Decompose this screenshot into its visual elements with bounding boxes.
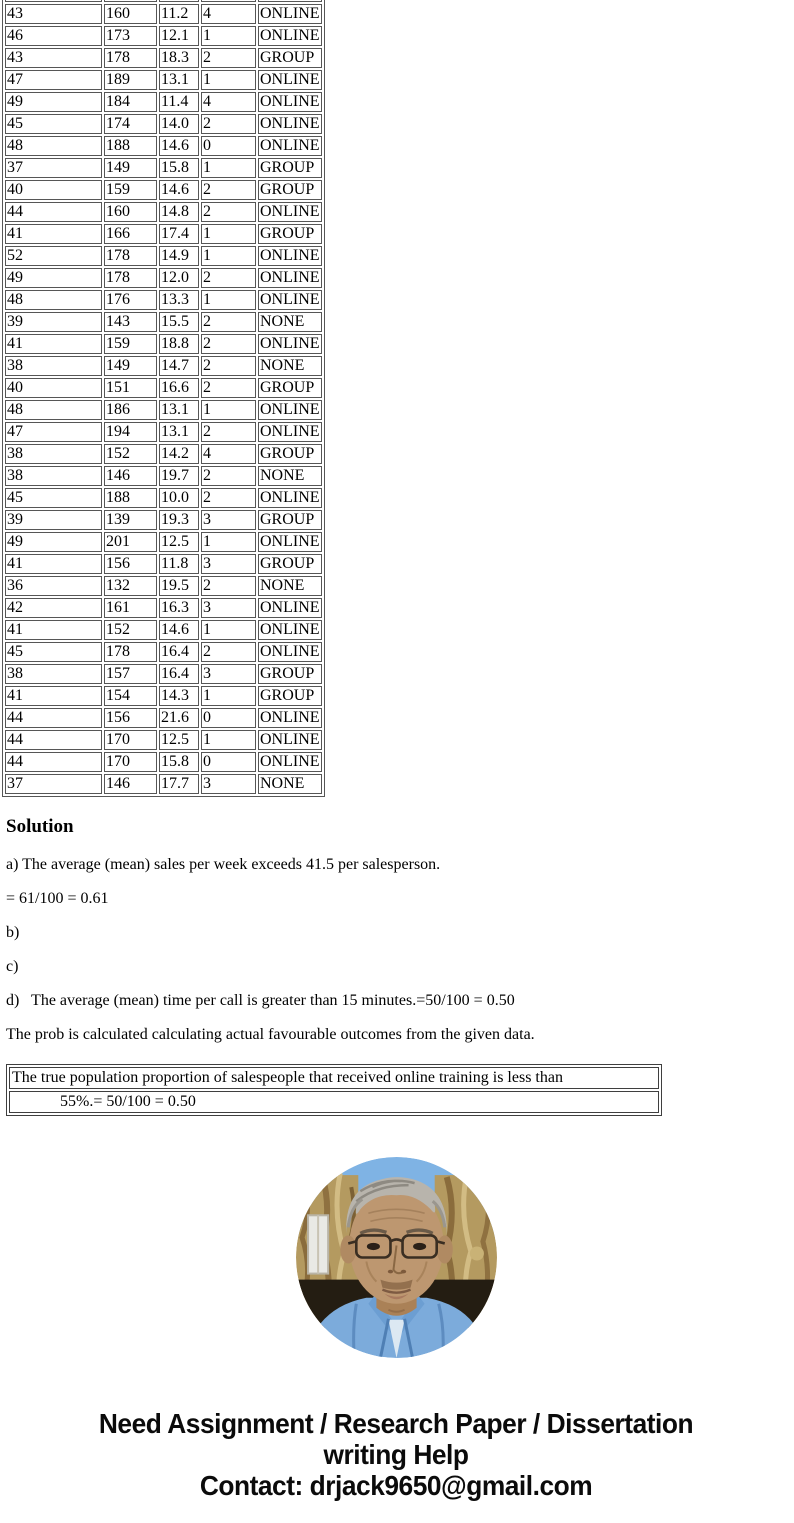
table-cell: 146 bbox=[104, 466, 157, 486]
table-cell: ONLINE bbox=[258, 4, 322, 24]
table-cell: ONLINE bbox=[258, 532, 322, 552]
table-cell: 1 bbox=[201, 730, 256, 750]
table-cell: 2 bbox=[201, 334, 256, 354]
table-cell: 178 bbox=[104, 48, 157, 68]
table-cell: ONLINE bbox=[258, 136, 322, 156]
table-cell: GROUP bbox=[258, 510, 322, 530]
table-row-clipped bbox=[5, 0, 322, 2]
table-cell: 1 bbox=[201, 246, 256, 266]
table-cell: 3 bbox=[201, 510, 256, 530]
table-cell: 13.1 bbox=[159, 70, 199, 90]
table-cell: 41 bbox=[5, 334, 102, 354]
table-cell: 18.3 bbox=[159, 48, 199, 68]
portrait-photo bbox=[296, 1157, 497, 1358]
table-cell: 47 bbox=[5, 70, 102, 90]
table-cell: 1 bbox=[201, 532, 256, 552]
table-cell: 44 bbox=[5, 752, 102, 772]
table-row bbox=[5, 686, 322, 706]
table-cell: 159 bbox=[104, 180, 157, 200]
note-box bbox=[6, 1064, 662, 1116]
table-cell: 14.9 bbox=[159, 246, 199, 266]
table-row bbox=[5, 70, 322, 90]
sales-data-table bbox=[2, 0, 332, 797]
table-cell: NONE bbox=[258, 576, 322, 596]
table-row bbox=[5, 576, 322, 596]
table-row bbox=[5, 532, 322, 552]
footer-line-2: writing Help bbox=[323, 1439, 469, 1470]
solution-paragraph-a-result: = 61/100 = 0.61 bbox=[6, 890, 109, 907]
table-cell: 1 bbox=[201, 158, 256, 178]
table-row bbox=[5, 554, 322, 574]
table-cell: 49 bbox=[5, 92, 102, 112]
table-cell: 3 bbox=[201, 664, 256, 684]
solution-paragraph-b: b) bbox=[6, 924, 20, 941]
table-cell: 48 bbox=[5, 136, 102, 156]
table-row bbox=[5, 224, 322, 244]
table-cell: 16.3 bbox=[159, 598, 199, 618]
table-row bbox=[5, 664, 322, 684]
table-cell: 14.3 bbox=[159, 686, 199, 706]
table-cell: ONLINE bbox=[258, 642, 322, 662]
table-cell: 4 bbox=[201, 444, 256, 464]
table-row bbox=[5, 356, 322, 376]
note-box-line1: The true population proportion of salespeople that received online training is less than bbox=[9, 1067, 659, 1089]
table-cell: 44 bbox=[5, 730, 102, 750]
table-cell: 48 bbox=[5, 290, 102, 310]
table-cell: 156 bbox=[104, 708, 157, 728]
table-cell: 41 bbox=[5, 554, 102, 574]
table-cell: 17.4 bbox=[159, 224, 199, 244]
table-cell: 13.1 bbox=[159, 422, 199, 442]
table-row bbox=[5, 730, 322, 750]
table-cell: 18.8 bbox=[159, 334, 199, 354]
table-cell: 47 bbox=[5, 422, 102, 442]
table-cell: 201 bbox=[104, 532, 157, 552]
table-cell: ONLINE bbox=[258, 70, 322, 90]
solution-paragraph-c: c) bbox=[6, 958, 19, 975]
table-cell: 2 bbox=[201, 268, 256, 288]
table-cell: 186 bbox=[104, 400, 157, 420]
table-cell: 39 bbox=[5, 510, 102, 530]
table-cell: 14.6 bbox=[159, 620, 199, 640]
table-cell: 41 bbox=[5, 686, 102, 706]
table-cell: 1 bbox=[201, 290, 256, 310]
table-cell: 48 bbox=[5, 400, 102, 420]
table-cell: GROUP bbox=[258, 158, 322, 178]
table-row bbox=[5, 92, 322, 112]
table-cell: 1 bbox=[201, 224, 256, 244]
table-cell: 38 bbox=[5, 466, 102, 486]
table-cell: 40 bbox=[5, 378, 102, 398]
table-cell bbox=[5, 0, 102, 2]
table-cell: 188 bbox=[104, 488, 157, 508]
table-cell: 19.7 bbox=[159, 466, 199, 486]
table-row bbox=[5, 598, 322, 618]
table-cell: NONE bbox=[258, 774, 322, 794]
table-cell: 2 bbox=[201, 202, 256, 222]
table-cell: 2 bbox=[201, 466, 256, 486]
table-row bbox=[5, 136, 322, 156]
table-cell: 3 bbox=[201, 598, 256, 618]
table-cell: 37 bbox=[5, 158, 102, 178]
table-cell: 152 bbox=[104, 444, 157, 464]
solution-paragraph-prob: The prob is calculated calculating actual favourable outcomes from the given data. bbox=[6, 1026, 535, 1043]
table-row bbox=[5, 246, 322, 266]
table-cell: 176 bbox=[104, 290, 157, 310]
table-cell: 159 bbox=[104, 334, 157, 354]
table-cell: 12.1 bbox=[159, 26, 199, 46]
table-cell: 170 bbox=[104, 752, 157, 772]
table-cell: 40 bbox=[5, 180, 102, 200]
table-cell: 173 bbox=[104, 26, 157, 46]
note-box-row bbox=[9, 1091, 659, 1113]
table-cell bbox=[104, 0, 157, 2]
table-cell: 46 bbox=[5, 26, 102, 46]
table-cell: GROUP bbox=[258, 554, 322, 574]
table-cell: 43 bbox=[5, 4, 102, 24]
table-row bbox=[5, 620, 322, 640]
table-cell: 16.6 bbox=[159, 378, 199, 398]
table-cell: 38 bbox=[5, 664, 102, 684]
table-cell: 174 bbox=[104, 114, 157, 134]
table-cell: 36 bbox=[5, 576, 102, 596]
table-cell: 41 bbox=[5, 224, 102, 244]
table-cell: 178 bbox=[104, 246, 157, 266]
table-cell: 21.6 bbox=[159, 708, 199, 728]
table-cell: 2 bbox=[201, 642, 256, 662]
table-cell: 15.8 bbox=[159, 158, 199, 178]
table-row bbox=[5, 708, 322, 728]
table-cell: 43 bbox=[5, 48, 102, 68]
table-cell: 2 bbox=[201, 312, 256, 332]
table-cell: 2 bbox=[201, 114, 256, 134]
table-cell: 184 bbox=[104, 92, 157, 112]
table-cell: 45 bbox=[5, 488, 102, 508]
table-cell: GROUP bbox=[258, 378, 322, 398]
table-cell: ONLINE bbox=[258, 334, 322, 354]
table-row bbox=[5, 774, 322, 794]
footer-ad bbox=[4, 1408, 788, 1501]
table-cell: 44 bbox=[5, 202, 102, 222]
table-cell: 38 bbox=[5, 356, 102, 376]
table-cell: 154 bbox=[104, 686, 157, 706]
table-row bbox=[5, 202, 322, 222]
table-cell: 143 bbox=[104, 312, 157, 332]
table-cell: 15.5 bbox=[159, 312, 199, 332]
table-row bbox=[5, 334, 322, 354]
table-row bbox=[5, 510, 322, 530]
table-cell: 11.4 bbox=[159, 92, 199, 112]
table-cell: NONE bbox=[258, 356, 322, 376]
table-cell: ONLINE bbox=[258, 290, 322, 310]
table-cell: GROUP bbox=[258, 224, 322, 244]
table-row bbox=[5, 488, 322, 508]
table-cell: 52 bbox=[5, 246, 102, 266]
table-cell: 11.8 bbox=[159, 554, 199, 574]
table-row bbox=[5, 26, 322, 46]
table-cell: 19.3 bbox=[159, 510, 199, 530]
table-cell: 2 bbox=[201, 576, 256, 596]
table-cell: 149 bbox=[104, 158, 157, 178]
table-row bbox=[5, 114, 322, 134]
table-cell: 16.4 bbox=[159, 664, 199, 684]
table-cell: 161 bbox=[104, 598, 157, 618]
table-cell: 12.0 bbox=[159, 268, 199, 288]
sales-table bbox=[2, 0, 325, 797]
table-cell: ONLINE bbox=[258, 268, 322, 288]
table-cell: 17.7 bbox=[159, 774, 199, 794]
table-cell: 194 bbox=[104, 422, 157, 442]
table-cell bbox=[201, 0, 256, 2]
table-cell: 14.0 bbox=[159, 114, 199, 134]
table-cell: 16.4 bbox=[159, 642, 199, 662]
table-cell: 38 bbox=[5, 444, 102, 464]
table-cell: 2 bbox=[201, 180, 256, 200]
solution-paragraph-d: d) The average (mean) time per call is greater than 15 minutes.=50/100 = 0.50 bbox=[6, 992, 515, 1009]
table-cell: 156 bbox=[104, 554, 157, 574]
table-cell: ONLINE bbox=[258, 708, 322, 728]
note-box-line2: 55%.= 50/100 = 0.50 bbox=[9, 1091, 659, 1113]
table-cell: 2 bbox=[201, 356, 256, 376]
table-cell: GROUP bbox=[258, 180, 322, 200]
table-cell: 178 bbox=[104, 642, 157, 662]
table-cell: ONLINE bbox=[258, 246, 322, 266]
table-cell: 1 bbox=[201, 70, 256, 90]
table-cell: 14.2 bbox=[159, 444, 199, 464]
table-cell: 14.8 bbox=[159, 202, 199, 222]
table-cell: 13.1 bbox=[159, 400, 199, 420]
table-cell: 14.6 bbox=[159, 136, 199, 156]
table-row bbox=[5, 752, 322, 772]
table-cell: 1 bbox=[201, 686, 256, 706]
table-cell: 12.5 bbox=[159, 730, 199, 750]
table-row bbox=[5, 466, 322, 486]
solution-section bbox=[0, 816, 794, 1501]
table-cell: 4 bbox=[201, 92, 256, 112]
table-cell: 166 bbox=[104, 224, 157, 244]
table-cell: 160 bbox=[104, 202, 157, 222]
table-cell: GROUP bbox=[258, 48, 322, 68]
table-row bbox=[5, 642, 322, 662]
table-cell: 170 bbox=[104, 730, 157, 750]
table-cell: 4 bbox=[201, 4, 256, 24]
table-cell: 14.7 bbox=[159, 356, 199, 376]
table-cell: 13.3 bbox=[159, 290, 199, 310]
table-cell: 0 bbox=[201, 708, 256, 728]
table-cell: NONE bbox=[258, 466, 322, 486]
table-cell: 146 bbox=[104, 774, 157, 794]
table-cell: 10.0 bbox=[159, 488, 199, 508]
table-cell: 2 bbox=[201, 48, 256, 68]
table-cell: 188 bbox=[104, 136, 157, 156]
table-cell bbox=[159, 0, 199, 2]
table-cell: 45 bbox=[5, 642, 102, 662]
table-cell: ONLINE bbox=[258, 752, 322, 772]
table-cell bbox=[258, 0, 322, 2]
table-cell: 41 bbox=[5, 620, 102, 640]
table-cell: 1 bbox=[201, 400, 256, 420]
footer-contact-email: Contact: drjack9650@gmail.com bbox=[199, 1470, 593, 1501]
table-cell: 151 bbox=[104, 378, 157, 398]
table-cell: NONE bbox=[258, 312, 322, 332]
table-cell: 2 bbox=[201, 488, 256, 508]
table-cell: 39 bbox=[5, 312, 102, 332]
note-box-row bbox=[9, 1067, 659, 1089]
table-cell: 189 bbox=[104, 70, 157, 90]
table-cell: 44 bbox=[5, 708, 102, 728]
table-cell: 132 bbox=[104, 576, 157, 596]
table-cell: ONLINE bbox=[258, 730, 322, 750]
table-cell: 3 bbox=[201, 774, 256, 794]
solution-paragraph-a: a) The average (mean) sales per week exceeds 41.5 per salesperson. bbox=[6, 856, 441, 873]
table-cell: 3 bbox=[201, 554, 256, 574]
table-cell: GROUP bbox=[258, 686, 322, 706]
footer-line-1: Need Assignment / Research Paper / Dissertation bbox=[98, 1408, 694, 1439]
table-cell: 139 bbox=[104, 510, 157, 530]
table-row bbox=[5, 180, 322, 200]
table-cell: 42 bbox=[5, 598, 102, 618]
table-cell: 11.2 bbox=[159, 4, 199, 24]
table-row bbox=[5, 268, 322, 288]
table-cell: 157 bbox=[104, 664, 157, 684]
table-row bbox=[5, 48, 322, 68]
table-row bbox=[5, 378, 322, 398]
table-row bbox=[5, 290, 322, 310]
solution-heading: Solution bbox=[6, 816, 74, 837]
table-cell: 14.6 bbox=[159, 180, 199, 200]
table-cell: 2 bbox=[201, 378, 256, 398]
table-cell: 1 bbox=[201, 26, 256, 46]
table-cell: 178 bbox=[104, 268, 157, 288]
table-row bbox=[5, 312, 322, 332]
table-cell: ONLINE bbox=[258, 400, 322, 420]
table-cell: 0 bbox=[201, 136, 256, 156]
table-cell: ONLINE bbox=[258, 620, 322, 640]
table-cell: ONLINE bbox=[258, 202, 322, 222]
table-cell: 152 bbox=[104, 620, 157, 640]
table-cell: ONLINE bbox=[258, 114, 322, 134]
table-cell: 12.5 bbox=[159, 532, 199, 552]
table-cell: 160 bbox=[104, 4, 157, 24]
table-cell: 19.5 bbox=[159, 576, 199, 596]
table-row bbox=[5, 444, 322, 464]
table-cell: 0 bbox=[201, 752, 256, 772]
table-row bbox=[5, 422, 322, 442]
table-cell: ONLINE bbox=[258, 92, 322, 112]
table-cell: ONLINE bbox=[258, 26, 322, 46]
table-cell: GROUP bbox=[258, 444, 322, 464]
table-row bbox=[5, 158, 322, 178]
table-cell: 49 bbox=[5, 268, 102, 288]
table-cell: 1 bbox=[201, 620, 256, 640]
table-cell: ONLINE bbox=[258, 598, 322, 618]
table-row bbox=[5, 400, 322, 420]
table-cell: ONLINE bbox=[258, 422, 322, 442]
table-cell: 49 bbox=[5, 532, 102, 552]
table-cell: GROUP bbox=[258, 664, 322, 684]
table-cell: 45 bbox=[5, 114, 102, 134]
table-cell: ONLINE bbox=[258, 488, 322, 508]
table-cell: 2 bbox=[201, 422, 256, 442]
table-cell: 15.8 bbox=[159, 752, 199, 772]
table-cell: 149 bbox=[104, 356, 157, 376]
table-row bbox=[5, 4, 322, 24]
table-cell: 37 bbox=[5, 774, 102, 794]
